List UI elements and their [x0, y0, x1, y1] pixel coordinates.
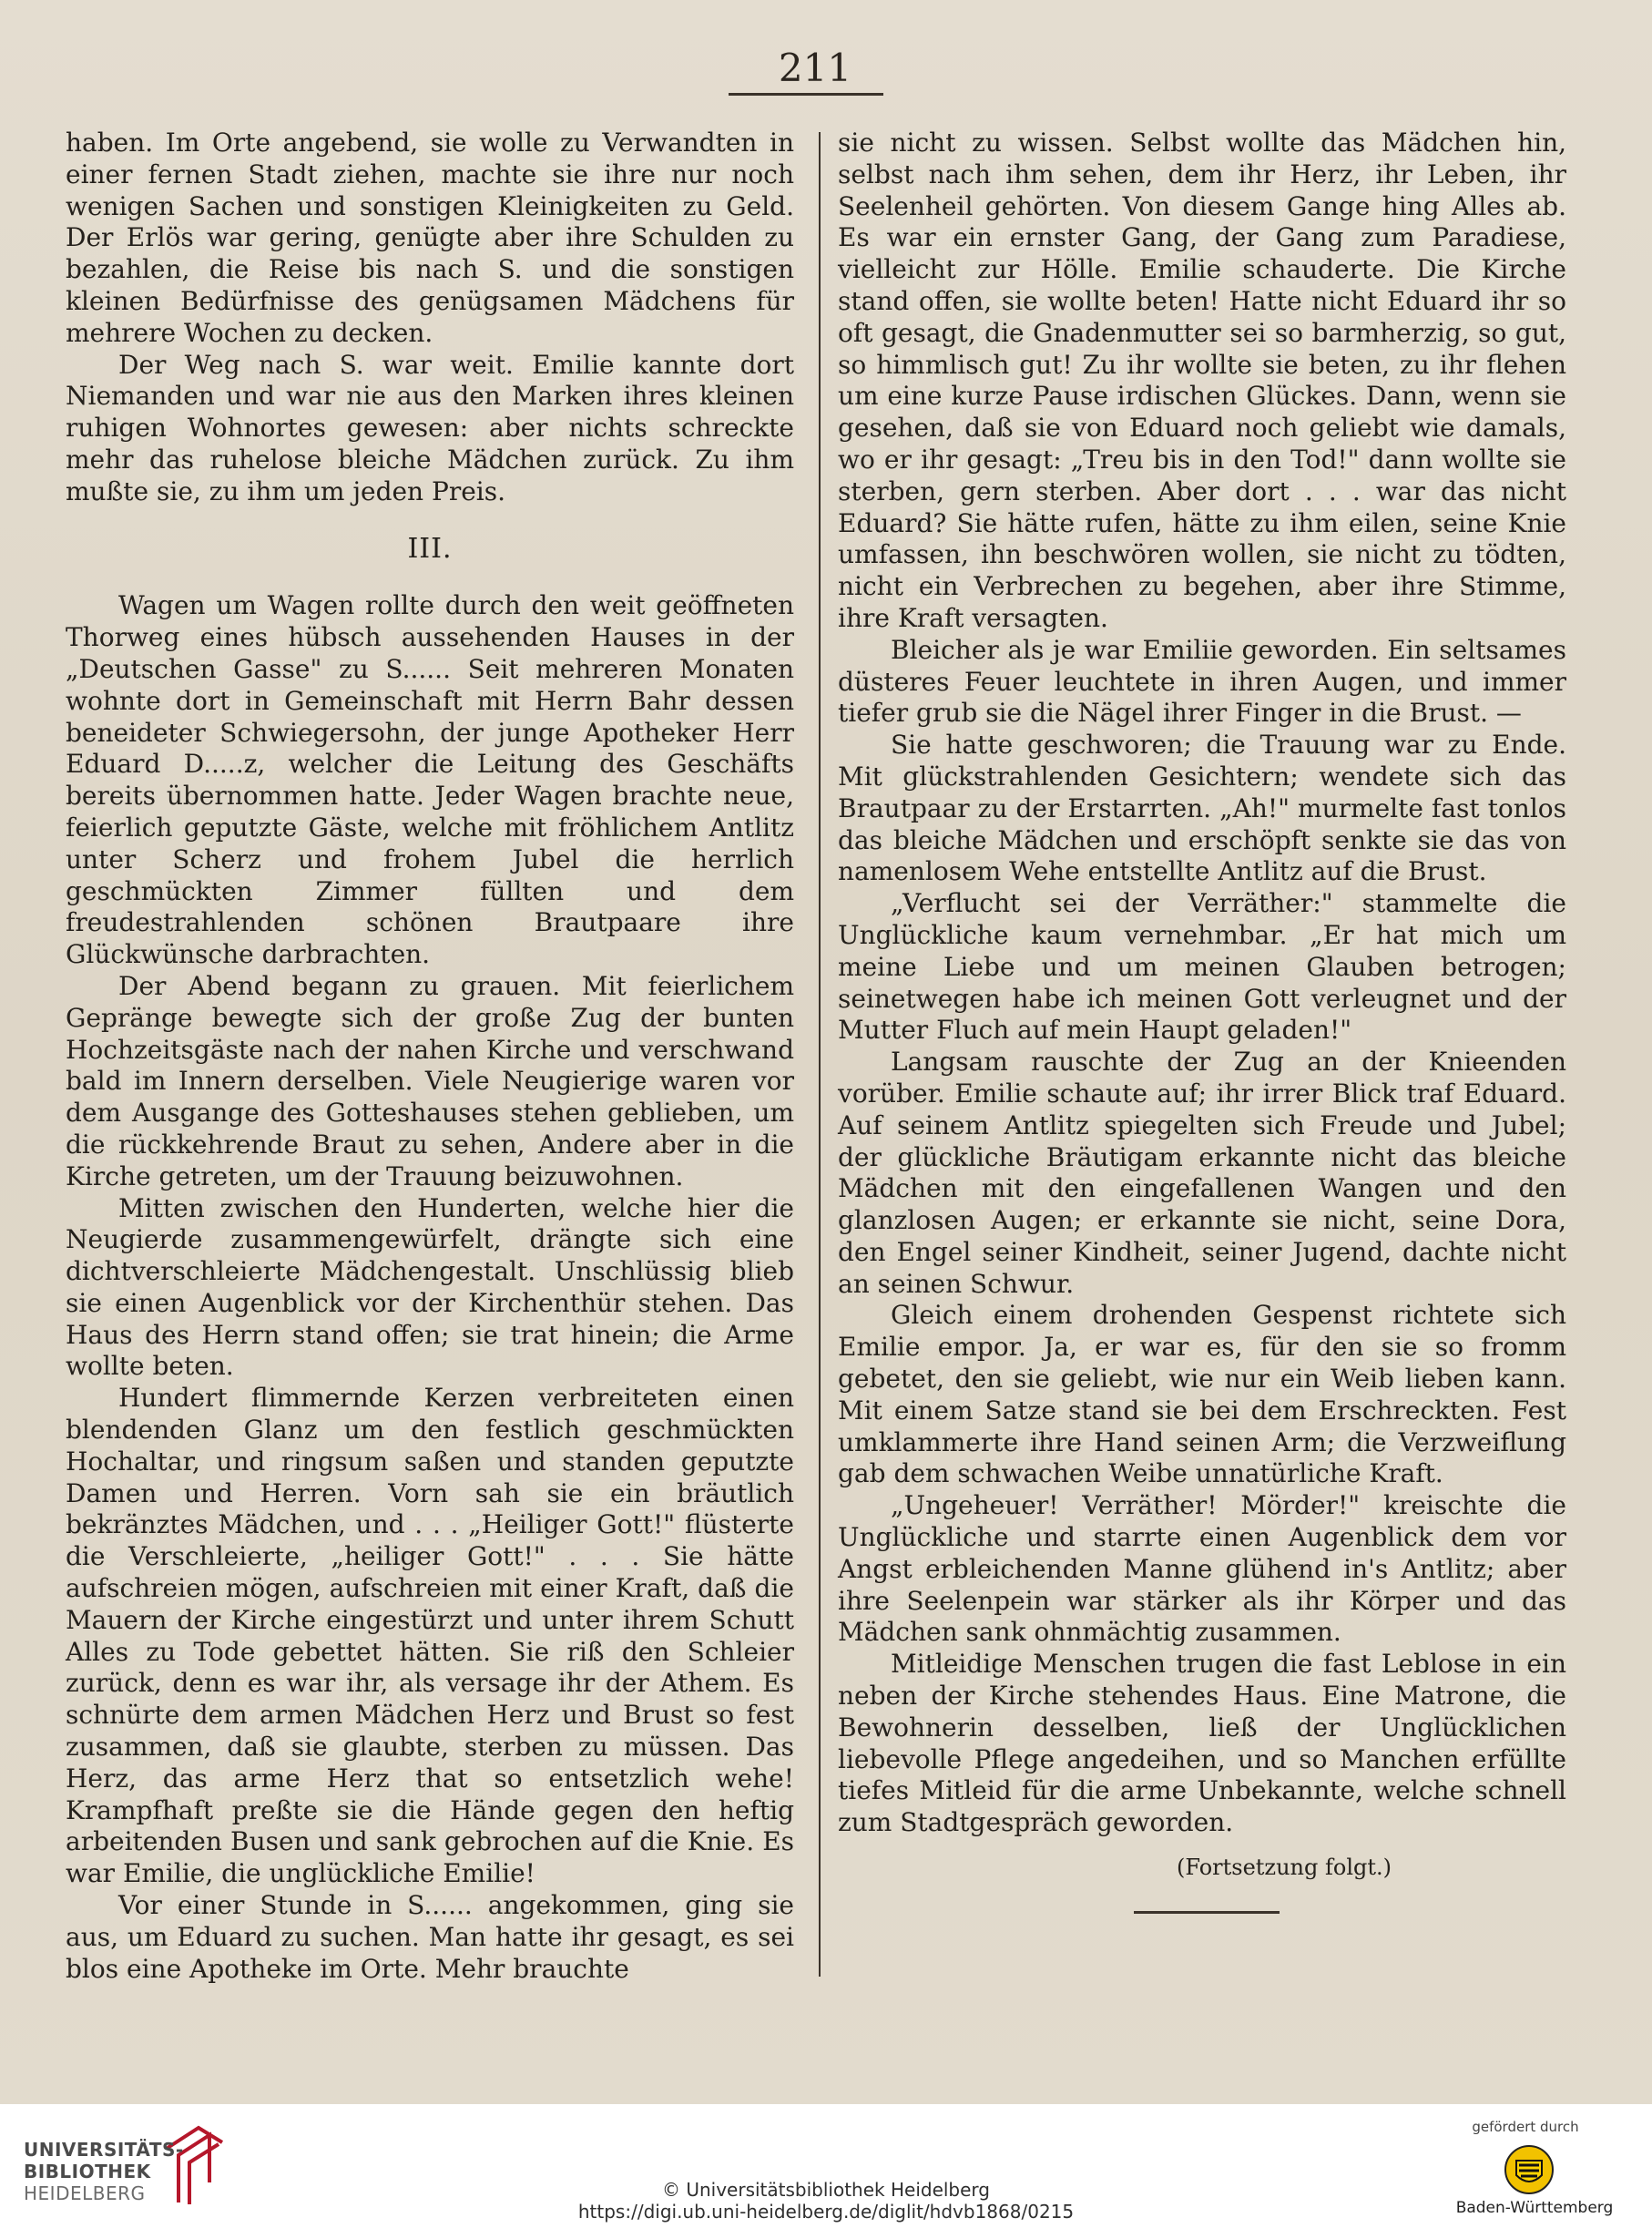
library-name-line3: HEIDELBERG — [24, 2182, 146, 2204]
paragraph: Der Weg nach S. war weit. Emilie kannte dort Niemanden und war nie aus den Marken ihres kleinen ruhigen Wohnortes gewesen: aber nichts schreckte mehr das ruhelose bleiche Mädchen zurück. Zu ihm mußte sie, zu ihm um jeden Preis. — [66, 349, 794, 506]
library-name-line2: BIBLIOTHEK — [24, 2161, 151, 2182]
paragraph: Der Abend begann zu grauen. Mit feierlichem Gepränge bewegte sich der große Zug der bunten Hochzeitsgäste nach der nahen Kirche und verschwand bald im Innern derselben. Viele Neugierige waren vor dem Ausgange des Gotteshauses stehen geblieben, um die rückkehrende Braut zu sehen, Andere aber in die Kirche getreten, um der Trauung beizuwohnen. — [66, 970, 794, 1191]
paragraph: sie nicht zu wissen. Selbst wollte das Mädchen hin, selbst nach ihm sehen, dem ihr Herz, ihr Leben, ihr Seelenheil gehörten. Von diesem Gange hing Alles ab. Es war ein ernster Gang, der Gang zum Paradiese, vielleicht zur Hölle. Emilie schauderte. Die Kirche stand offen, sie wollte beten! Hatte nicht Eduard ihr so oft gesagt, die Gnadenmutter sei so barmherzig, so gut, so himmlisch gut! Zu ihr wollte sie beten, zu ihr flehen um eine kurze Pause irdischen Glückes. Dann, wenn sie gesehen, daß sie von Eduard noch geliebt wie damals, wo er ihr gesagt: „Treu bis in den Tod!" dann wollte sie sterben, gern sterben. Aber dort . . . war das nicht Eduard? Sie hätte rufen, hätte zu ihm eilen, seine Knie umfassen, ihn beschwören wollen, sie nicht zu tödten, nicht ein Verbrechen zu begehen, aber ihre Stimme, ihre Kraft versagten. — [838, 128, 1566, 633]
paragraph: Mitten zwischen den Hunderten, welche hier die Neugierde zusammengewürfelt, drängte sich eine dichtverschleierte Mädchengestalt. Unschlüssig blieb sie einen Augenblick vor der Kirchenthür stehen. Das Haus des Herrn stand offen; sie trat hinein; die Arme wollte beten. — [66, 1192, 794, 1382]
continued-note: (Fortsetzung folgt.) — [1177, 1855, 1392, 1881]
page-number: 211 — [778, 46, 852, 90]
paragraph: „Verflucht sei der Verräther:" stammelte die Unglückliche kaum vernehmbar. „Er hat mich um meine Liebe und um meinen Glauben betrogen; seinetwegen habe ich meinen Gott verleugnet und der Mutter Fluch auf mein Haupt geladen!" — [838, 888, 1566, 1046]
paragraph: haben. Im Orte angebend, sie wolle zu Verwandten in einer fernen Stadt ziehen, machte sie ihre nur noch wenigen Sachen und sonstigen Kleinigkeiten zu Geld. Der Erlös war gering, genügte aber ihre Schulden zu bezahlen, die Reise bis nach S. und die sonstigen kleinen Bedürfnisse des genügsamen Mädchens für mehrere Wochen zu decken. — [66, 128, 794, 348]
footer — [0, 2104, 1652, 2228]
section-heading: III. — [407, 532, 453, 565]
paragraph: Hundert flimmernde Kerzen verbreiteten einen blendenden Glanz um den festlich geschmückten Hochaltar, und ringsum saßen und standen geputzte Damen und Herren. Vorn sah sie ein bräutlich bekränztes Mädchen, und . . . „Heiliger Gott!" flüsterte die Verschleierte, „heiliger Gott!" . . . Sie hätte aufschreien mögen, aufschreien mit einer Kraft, daß die Mauern der Kirche eingestürzt und unter ihrem Schutt Alles zu Tode gebettet hätten. Sie riß den Schleier zurück, denn es war ihr, als versage ihr der Athem. Es schnürte dem armen Mädchen Herz und Brust so fest zusammen, daß sie glaubte, sterben zu müssen. Das Herz, das arme Herz that so entsetzlich wehe! Krampfhaft preßte sie die Hände gegen den heftig arbeitenden Busen und sank gebrochen auf die Knie. Es war Emilie, die unglückliche Emilie! — [66, 1383, 794, 1889]
permalink[interactable]: https://digi.ub.uni-heidelberg.de/diglit/hdvb1868/0215 — [577, 2201, 1075, 2223]
library-name-line1: UNIVERSITÄTS- — [24, 2139, 184, 2161]
copyright-block — [0, 2179, 1652, 2223]
paragraph: Langsam rauschte der Zug an der Knieenden vorüber. Emilie schaute auf; ihr irrer Blick traf Eduard. Auf seinem Antlitz spiegelten sich Freude und Jubel; der glückliche Bräutigam erkannte nicht das bleiche Mädchen mit den eingefallenen Wangen und den glanzlosen Augen; er erkannte sie nicht, seine Dora, den Engel seiner Kindheit, seiner Jugend, dachte nicht an seinen Schwur. — [838, 1047, 1566, 1299]
funded-by-label: gefördert durch — [1472, 2119, 1579, 2135]
right-text-column — [838, 128, 1566, 1914]
paragraph: Wagen um Wagen rollte durch den weit geöffneten Thorweg eines hübsch aussehenden Hauses in der „Deutschen Gasse" zu S...... Seit mehreren Monaten wohnte dort in Gemeinschaft mit Herrn Bahr dessen beneideter Schwiegersohn, der junge Apotheker Herr Eduard D.....z, welcher die Leitung des Geschäfts bereits übernommen hatte. Jeder Wagen brachte neue, feierlich geputzte Gäste, welche mit fröhlichem Antlitz unter Scherz und frohem Jubel die herrlich geschmückten Zimmer füllten und dem freudestrahlenden schönen Brautpaare ihre Glückwünsche darbrachten. — [66, 590, 794, 970]
copyright-text: © Universitätsbibliothek Heidelberg — [661, 2179, 990, 2201]
paragraph: Gleich einem drohenden Gespenst richtete sich Emilie empor. Ja, er war es, für den sie so fromm gebetet, den sie geliebt, wie nur ein Weib lieben kann. Mit einem Satze stand sie bei dem Erschreckten. Fest umklammerte ihre Hand seinen Arm; die Verzweiflung gab dem schwachen Weibe unnatürliche Kraft. — [838, 1300, 1566, 1489]
page-number-rule — [729, 93, 883, 96]
paragraph: „Ungeheuer! Verräther! Mörder!" kreischte die Unglückliche und starrte einen Augenblick dem vor Angst erbleichenden Manne glühend in's Antlitz; aber ihre Seelenpein war stärker als ihr Körper und das Mädchen sank ohnmächtig zusammen. — [838, 1490, 1566, 1648]
paragraph: Sie hatte geschworen; die Trauung war zu Ende. Mit glückstrahlenden Gesichtern; wendete sich das Brautpaar zu der Erstarrten. „Ah!" murmelte fast tonlos das bleiche Mädchen und erschöpft senkte sie das von namenlosem Wehe entstellte Antlitz auf die Brust. — [838, 730, 1566, 887]
paragraph: Vor einer Stunde in S...... angekommen, ging sie aus, um Eduard zu suchen. Man hatte ihr gesagt, es sei blos eine Apotheke im Orte. Mehr brauchte — [66, 1890, 794, 1984]
paragraph: Bleicher als je war Emiliie geworden. Ein seltsames düsteres Feuer leuchtete in ihren Augen, und immer tiefer grub sie die Nägel ihrer Finger in die Brust. — — [838, 634, 1566, 729]
funder-name: Baden-Württemberg — [1455, 2199, 1614, 2217]
column-divider — [819, 132, 821, 1977]
paragraph: Mitleidige Menschen trugen die fast Leblose in ein neben der Kirche stehendes Haus. Eine Matrone, die Bewohnerin desselben, ließ der Unglücklichen liebevolle Pflege angedeihen, und so Manchen erfüllte tiefes Mitleid für die arme Unbekannte, welche schnell zum Stadtgespräch geworden. — [838, 1649, 1566, 1838]
left-text-column — [66, 128, 794, 1985]
baden-wuerttemberg-crest-icon — [1504, 2144, 1555, 2195]
end-rule — [1134, 1911, 1280, 1914]
